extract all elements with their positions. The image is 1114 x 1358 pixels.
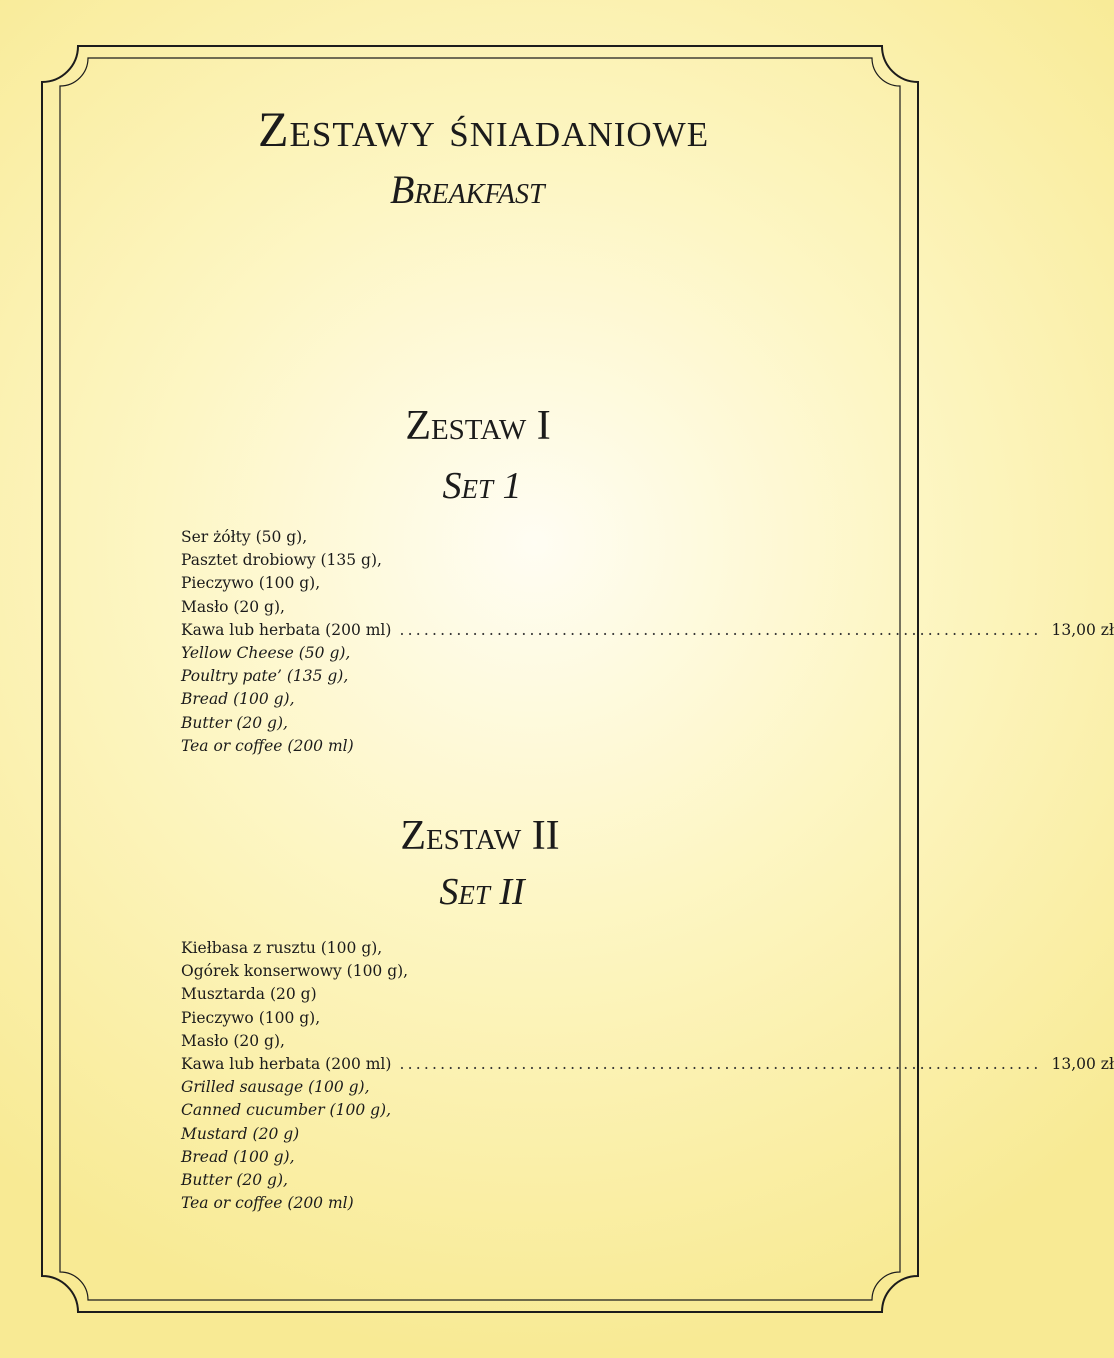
set-1-item-pl: Pasztet drobiowy (135 g),: [181, 551, 382, 570]
set-2-item-en: Tea or coffee (200 ml): [181, 1194, 354, 1213]
set-1-price: 13,00 zł: [1051, 620, 1114, 639]
set-2-item-pl: Ogórek konserwowy (100 g),: [181, 962, 409, 981]
page-title: Zestawy śniadaniowe: [258, 101, 710, 157]
set-1-title: Zestaw I: [405, 403, 551, 449]
set-1-item-en: Tea or coffee (200 ml): [181, 736, 354, 755]
set-2-item-en: Canned cucumber (100 g),: [181, 1101, 391, 1120]
set-2-price-row: [181, 1053, 1114, 1076]
set-2-item-pl: Pieczywo (100 g),: [181, 1008, 321, 1027]
set-1-item-en: Poultry pate’ (135 g),: [181, 667, 349, 686]
leader-dots: ...............................................................................: [399, 1054, 1042, 1073]
set-1-item-en: Yellow Cheese (50 g),: [181, 643, 351, 662]
set-2-title: Zestaw II: [400, 813, 560, 859]
set-2-item-pl: Kiełbasa z rusztu (100 g),: [181, 939, 383, 957]
set-1-item-pl: Masło (20 g),: [181, 597, 285, 616]
set-1-subtitle: Set 1: [442, 465, 522, 507]
set-1-item-pl: Ser żółty (50 g),: [181, 528, 308, 546]
set-2-item-en: Bread (100 g),: [181, 1147, 295, 1166]
set-2-item-pl: Musztarda (20 g): [181, 985, 317, 1004]
set-2-item-en: Mustard (20 g): [181, 1124, 300, 1143]
set-2-item-pl: Kawa lub herbata (200 ml): [181, 1054, 392, 1073]
set-1-item-pl: Kawa lub herbata (200 ml): [181, 620, 392, 639]
set-2-item-en: Grilled sausage (100 g),: [181, 1078, 370, 1097]
page-subtitle: Breakfast: [390, 167, 545, 212]
set-2-menu: [181, 937, 1114, 1215]
set-1-item-en: Bread (100 g),: [181, 690, 295, 709]
set-1-price-row: [181, 619, 1114, 642]
set-2-price: 13,00 zł: [1051, 1054, 1114, 1073]
set-1-item-en: Butter (20 g),: [181, 713, 288, 732]
set-2-item-pl: Masło (20 g),: [181, 1031, 285, 1050]
leader-dots: ...............................................................................: [399, 620, 1042, 639]
set-2-subtitle: Set II: [439, 871, 525, 913]
set-2-item-en: Butter (20 g),: [181, 1170, 288, 1189]
set-1-menu: [181, 526, 1114, 758]
set-1-item-pl: Pieczywo (100 g),: [181, 574, 321, 593]
